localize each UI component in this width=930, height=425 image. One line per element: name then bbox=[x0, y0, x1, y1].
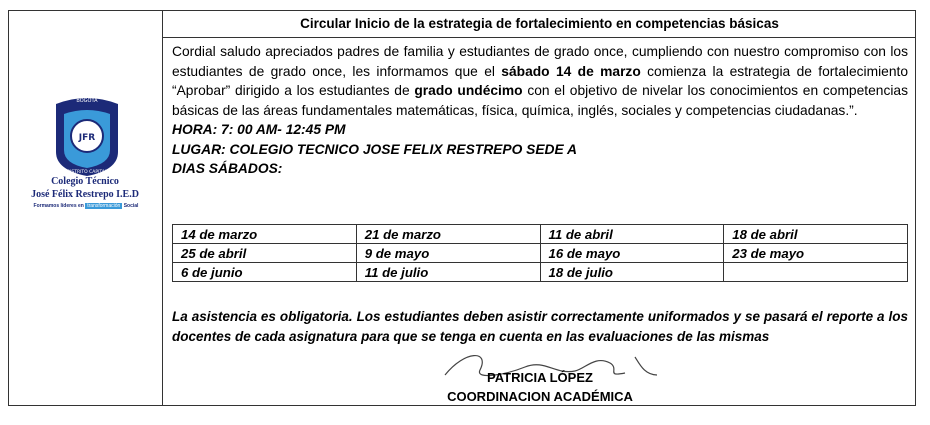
date-cell: 11 de abril bbox=[540, 225, 724, 244]
date-cell: 6 de junio bbox=[173, 263, 357, 282]
logo-tagline: Formamos líderes en transformación Social bbox=[33, 203, 139, 209]
logo-initials: JFR bbox=[78, 133, 96, 143]
logo-school-line1: Colegio Técnico bbox=[51, 176, 119, 187]
date-cell bbox=[724, 263, 908, 282]
schedule-hours: HORA: 7: 00 AM- 12:45 PM bbox=[172, 122, 346, 137]
date-cell: 11 de julio bbox=[356, 263, 540, 282]
date-cell: 18 de julio bbox=[540, 263, 724, 282]
date-cell: 21 de marzo bbox=[356, 225, 540, 244]
circular-body bbox=[172, 42, 908, 179]
dates-table bbox=[172, 224, 908, 282]
date-cell: 14 de marzo bbox=[173, 225, 357, 244]
schedule-days-label: DIAS SÁBADOS: bbox=[172, 161, 283, 176]
table-row bbox=[173, 244, 908, 263]
circular-title: Circular Inicio de la estrategia de fortalecimiento en competencias básicas bbox=[163, 10, 916, 38]
signer-name: PATRICIA LÓPEZ bbox=[487, 370, 593, 385]
logo-bottom-arc: DISTRITO CAPITAL bbox=[66, 170, 108, 175]
table-row bbox=[173, 263, 908, 282]
date-cell: 25 de abril bbox=[173, 244, 357, 263]
schedule-location: LUGAR: COLEGIO TECNICO JOSE FELIX RESTREPO SEDE A bbox=[172, 141, 578, 157]
intro-paragraph: Cordial saludo apreciados padres de familia y estudiantes de grado once, cumpliendo con nuestro compromiso con los estudiantes de grado once, les informamos que el sábado 14 de marzo comienza la estrategia de fortalecimiento “Aprobar” dirigido a los estudiantes de grado undécimo con el objetivo de nivelar los conocimientos en competencias básicas de las áreas fundamentales matemáticas, física, química, inglés, sociales y competencias ciudadanas.”. bbox=[172, 44, 909, 118]
table-row bbox=[173, 225, 908, 244]
signer-role: COORDINACION ACADÉMICA bbox=[447, 389, 633, 404]
date-cell: 16 de mayo bbox=[540, 244, 724, 263]
date-cell: 23 de mayo bbox=[724, 244, 908, 263]
date-cell: 18 de abril bbox=[724, 225, 908, 244]
attendance-note: La asistencia es obligatoria. Los estudiantes deben asistir correctamente uniformados y se pasará el reporte a los docentes de cada asignatura para que se tenga en cuenta en las evaluaciones de las mismas bbox=[172, 309, 908, 344]
date-cell: 9 de mayo bbox=[356, 244, 540, 263]
logo-school-line2: José Félix Restrepo I.E.D bbox=[31, 189, 139, 200]
logo-top-arc: BOGOTÁ bbox=[76, 98, 98, 104]
